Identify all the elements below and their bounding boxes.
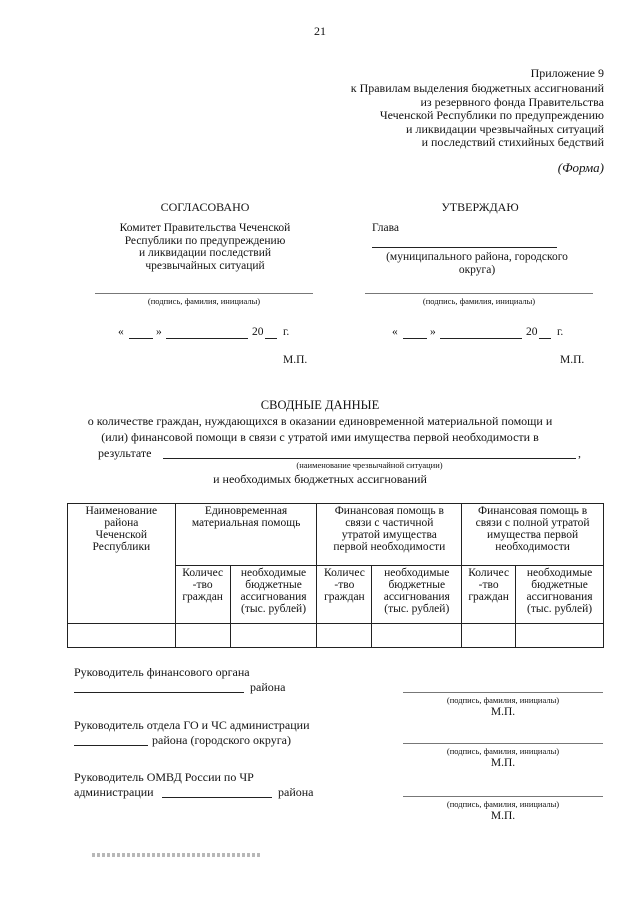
sig1-line1: Руководитель финансового органа bbox=[74, 665, 250, 679]
subheader-count: Количес -тво граждан bbox=[462, 566, 516, 624]
summary-table bbox=[67, 503, 604, 648]
org-line: (муниципального района, городского bbox=[386, 251, 568, 263]
sig3-line1: Руководитель ОМВД России по ЧР bbox=[74, 770, 254, 784]
org-line: чрезвычайных ситуаций bbox=[145, 259, 265, 272]
org-line: и ликвидации последствий bbox=[138, 247, 272, 259]
org-line: Республики по предупреждению bbox=[124, 234, 286, 247]
result-caption: (наименование чрезвычайной ситуации) bbox=[296, 460, 443, 470]
signature-line-right[interactable] bbox=[365, 293, 593, 294]
date-year-field-left[interactable] bbox=[265, 338, 277, 339]
subheader-budget: необходимые бюджетные ассигнования (тыс. рублей) bbox=[372, 566, 462, 624]
table-cell[interactable] bbox=[317, 624, 372, 648]
date-day-field-left[interactable] bbox=[129, 338, 153, 339]
date-open-quote-right: « bbox=[392, 326, 398, 338]
subheader-count: Количес -тво граждан bbox=[317, 566, 372, 624]
signature-line-left[interactable] bbox=[95, 293, 313, 294]
date-month-field-left[interactable] bbox=[166, 338, 248, 339]
sig2-line1: Руководитель отдела ГО и ЧС администрации bbox=[74, 718, 310, 732]
sig3-prefix: администрации bbox=[74, 785, 154, 799]
sig3-stamp: М.П. bbox=[490, 810, 516, 822]
table-cell[interactable] bbox=[372, 624, 462, 648]
header-group-full: Финансовая помощь в связи с полной утратой имущества первой необходимости bbox=[462, 504, 604, 566]
date-year-suffix-left: г. bbox=[283, 326, 290, 338]
head-name-field[interactable] bbox=[372, 247, 557, 248]
date-year-suffix-right: г. bbox=[557, 326, 564, 338]
appendix-line: Чеченской Республики по предупреждению bbox=[379, 108, 604, 122]
sig2-signature-line[interactable] bbox=[403, 743, 603, 744]
summary-line-1: о количестве граждан, нуждающихся в оказании единовременной материальной помощи и bbox=[87, 414, 553, 428]
stamp-right: М.П. bbox=[560, 354, 585, 366]
header-group-partial: Финансовая помощь в связи с частичной утратой имущества первой необходимости bbox=[317, 504, 462, 566]
appendix-line: из резервного фонда Правительства bbox=[420, 94, 604, 109]
approval-left-org bbox=[95, 222, 315, 272]
sig1-signature-line[interactable] bbox=[403, 692, 603, 693]
sig1-caption: (подпись, фамилия, инициалы) bbox=[446, 695, 560, 705]
date-close-quote-left: » bbox=[156, 326, 162, 338]
date-day-field-right[interactable] bbox=[403, 338, 427, 339]
approval-right-org bbox=[362, 251, 592, 277]
footer-print-path bbox=[92, 853, 260, 857]
summary-line-2: (или) финансовой помощи в связи с утратой ими имущества первой необходимости в bbox=[101, 430, 539, 444]
sig2-caption: (подпись, фамилия, инициалы) bbox=[446, 746, 560, 756]
date-close-quote-right: » bbox=[430, 326, 436, 338]
org-line: Комитет Правительства Чеченской bbox=[119, 222, 291, 234]
emergency-name-field[interactable] bbox=[163, 458, 576, 459]
form-label: (Форма) bbox=[557, 160, 604, 175]
subheader-budget: необходимые бюджетные ассигнования (тыс. рублей) bbox=[516, 566, 604, 624]
sig2-name-field[interactable] bbox=[74, 745, 148, 746]
appendix-title: Приложение 9 bbox=[530, 66, 604, 80]
result-end: , bbox=[578, 446, 581, 460]
sig3-name-field[interactable] bbox=[162, 797, 272, 798]
appendix-line: к Правилам выделения бюджетных ассигнований bbox=[350, 81, 604, 95]
header-group-one-time: Единовременная материальная помощь bbox=[175, 504, 317, 566]
appendix-line: и последствий стихийных бедствий bbox=[421, 135, 604, 149]
approval-left-heading: СОГЛАСОВАНО bbox=[160, 200, 250, 214]
stamp-left: М.П. bbox=[283, 354, 308, 366]
subheader-budget: необходимые бюджетные ассигнования (тыс. рублей) bbox=[230, 566, 317, 624]
sig3-caption: (подпись, фамилия, инициалы) bbox=[446, 799, 560, 809]
signature-caption-left: (подпись, фамилия, инициалы) bbox=[147, 296, 261, 306]
approval-right-heading: УТВЕРЖДАЮ bbox=[441, 200, 519, 214]
sig3-suffix: района bbox=[278, 785, 314, 799]
date-month-field-right[interactable] bbox=[440, 338, 522, 339]
date-open-quote-left: « bbox=[118, 326, 124, 338]
table-cell[interactable] bbox=[175, 624, 230, 648]
table-cell[interactable] bbox=[462, 624, 516, 648]
subheader-count: Количес -тво граждан bbox=[175, 566, 230, 624]
table-row bbox=[68, 624, 604, 648]
sig1-stamp: М.П. bbox=[490, 706, 516, 718]
date-year-prefix-left: 20 bbox=[252, 326, 264, 338]
date-year-prefix-right: 20 bbox=[526, 326, 538, 338]
appendix-text bbox=[351, 82, 604, 150]
table-cell[interactable] bbox=[516, 624, 604, 648]
approval-right-role: Глава bbox=[372, 222, 400, 234]
date-year-field-right[interactable] bbox=[539, 338, 551, 339]
summary-line-3: и необходимых бюджетных ассигнований bbox=[213, 472, 427, 486]
signature-caption-right: (подпись, фамилия, инициалы) bbox=[422, 296, 536, 306]
sig1-name-field[interactable] bbox=[74, 692, 244, 693]
summary-title: СВОДНЫЕ ДАННЫЕ bbox=[260, 398, 380, 412]
sig3-signature-line[interactable] bbox=[403, 796, 603, 797]
sig2-suffix: района (городского округа) bbox=[152, 733, 291, 747]
page-number: 21 bbox=[314, 24, 326, 38]
result-label: результате bbox=[98, 446, 152, 460]
sig2-stamp: М.П. bbox=[490, 757, 516, 769]
org-line: округа) bbox=[458, 264, 496, 276]
header-district: Наименование района Чеченской Республики bbox=[68, 504, 176, 624]
table-cell[interactable] bbox=[230, 624, 317, 648]
sig1-suffix: района bbox=[250, 680, 286, 694]
appendix-line: и ликвидации чрезвычайных ситуаций bbox=[406, 121, 604, 136]
table-cell[interactable] bbox=[68, 624, 176, 648]
